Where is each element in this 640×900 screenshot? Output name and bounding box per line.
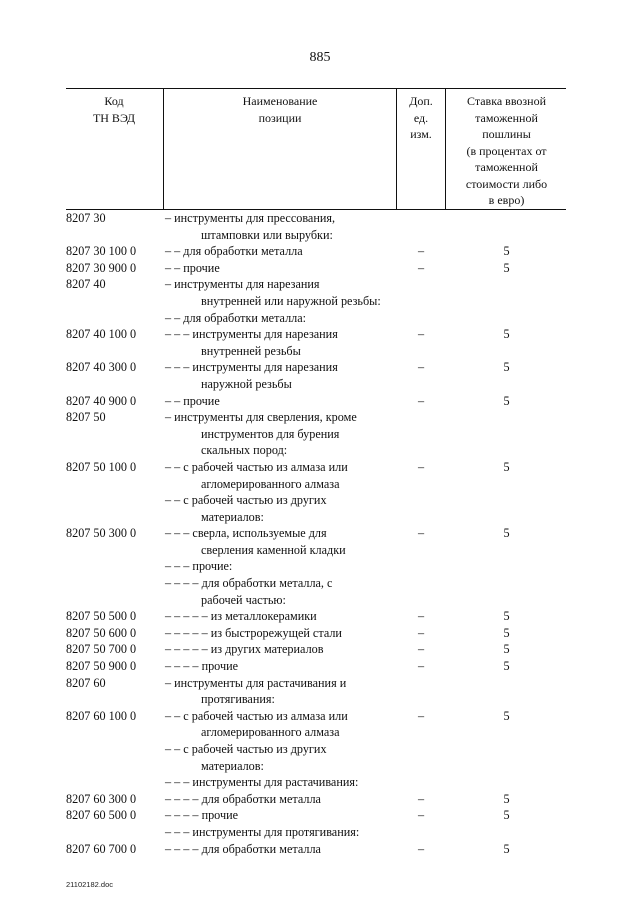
row-name-line: – инструменты для нарезания	[165, 277, 320, 292]
table-row	[66, 608, 566, 625]
document-filename: 21102182.doc	[66, 880, 113, 889]
row-name-line: – инструменты для прессования,	[165, 211, 336, 225]
row-name	[165, 393, 397, 410]
row-code: 8207 60 700 0	[66, 841, 137, 856]
row-code: 8207 50 700 0	[66, 642, 137, 657]
column-divider	[445, 89, 446, 209]
row-name	[165, 741, 397, 774]
row-code: 8207 50 300 0	[66, 526, 137, 541]
page-number: 885	[309, 50, 331, 65]
row-unit: –	[417, 244, 425, 259]
row-rate: 5	[503, 625, 510, 640]
row-name-line: – – – – прочие	[165, 808, 239, 823]
row-unit: –	[417, 360, 425, 375]
header-code: Код ТН ВЭД	[92, 94, 136, 125]
table-row	[66, 276, 566, 309]
row-name-line: – – – – – из металлокерамики	[165, 609, 317, 624]
table-row	[66, 210, 566, 243]
row-name-line: – – с рабочей частью из других	[165, 742, 327, 756]
header-name: Наименование позиции	[242, 94, 318, 125]
table-row	[66, 492, 566, 525]
row-code: 8207 40	[66, 277, 106, 292]
row-unit: –	[417, 459, 425, 474]
table-row	[66, 807, 566, 824]
row-unit: –	[417, 526, 425, 541]
tariff-table	[66, 88, 566, 856]
row-name	[165, 608, 397, 625]
row-name-line: – – для обработки металла:	[165, 310, 307, 325]
row-code: 8207 60 500 0	[66, 808, 137, 823]
row-rate: 5	[503, 526, 510, 541]
row-rate: 5	[503, 841, 510, 856]
table-row	[66, 791, 566, 808]
row-name	[165, 525, 397, 558]
row-name-line: рабочей частью:	[201, 592, 286, 607]
header-unit: Доп. ед. изм.	[409, 94, 433, 141]
row-name-line: – – – инструменты для нарезания	[165, 360, 338, 375]
row-name	[165, 807, 397, 824]
row-code: 8207 50 500 0	[66, 609, 137, 624]
row-name	[165, 641, 397, 658]
table-row	[66, 393, 566, 410]
row-name	[165, 791, 397, 808]
row-name-line: – инструменты для растачивания и	[165, 675, 347, 690]
table-row	[66, 558, 566, 575]
row-name-line: штамповки или вырубки:	[201, 227, 333, 242]
table-row	[66, 841, 566, 858]
row-code: 8207 50 100 0	[66, 459, 137, 474]
row-rate: 5	[503, 260, 510, 275]
table-row	[66, 310, 566, 327]
header-rate: Ставка ввозной таможенной пошлины (в процентах от таможенной стоимости либо в евро)	[465, 94, 548, 207]
row-name-line: – – – – – из других материалов	[165, 642, 324, 657]
row-name-line: агломерированного алмаза	[201, 725, 340, 740]
table-row	[66, 359, 566, 392]
row-name	[165, 774, 397, 791]
row-unit: –	[417, 625, 425, 640]
table-row	[66, 824, 566, 841]
row-name-line: инструментов для бурения	[201, 426, 340, 441]
row-name	[165, 260, 397, 277]
row-rate: 5	[503, 708, 510, 723]
row-rate: 5	[503, 393, 510, 408]
table-row	[66, 641, 566, 658]
row-name	[165, 276, 397, 309]
row-name	[165, 210, 397, 243]
row-name-line: – – – – для обработки металла	[165, 791, 321, 806]
row-name-line: – инструменты для сверления, кроме	[165, 410, 357, 425]
row-name	[165, 658, 397, 675]
row-name-line: – – для обработки металла	[165, 244, 303, 259]
table-row	[66, 658, 566, 675]
row-rate: 5	[503, 659, 510, 674]
table-row	[66, 243, 566, 260]
row-name	[165, 492, 397, 525]
row-name-line: агломерированного алмаза	[201, 476, 340, 491]
row-name-line: сверления каменной кладки	[201, 542, 346, 557]
row-unit: –	[417, 260, 425, 275]
row-unit: –	[417, 642, 425, 657]
column-divider	[396, 89, 397, 209]
row-name	[165, 359, 397, 392]
row-name	[165, 409, 397, 459]
row-name-line: – – – инструменты для растачивания:	[165, 775, 359, 790]
row-name-line: материалов:	[201, 509, 264, 524]
row-unit: –	[417, 808, 425, 823]
row-name-line: – – – – для обработки металла, с	[165, 576, 333, 591]
row-unit: –	[417, 791, 425, 806]
row-unit: –	[417, 708, 425, 723]
row-name-line: – – – инструменты для нарезания	[165, 327, 338, 342]
row-code: 8207 40 900 0	[66, 393, 137, 408]
table-row	[66, 459, 566, 492]
row-name-line: – – с рабочей частью из алмаза или	[165, 708, 348, 723]
row-code: 8207 30 900 0	[66, 260, 137, 275]
table-row	[66, 708, 566, 741]
row-name-line: – – с рабочей частью из алмаза или	[165, 459, 348, 474]
row-name	[165, 675, 397, 708]
row-name-line: – – – прочие:	[165, 559, 233, 574]
row-name	[165, 824, 397, 841]
row-name-line: – – – – – из быстрорежущей стали	[165, 625, 342, 640]
table-row	[66, 525, 566, 558]
row-name	[165, 243, 397, 260]
row-rate: 5	[503, 642, 510, 657]
row-code: 8207 30	[66, 211, 106, 225]
row-name-line: скальных пород:	[201, 443, 288, 458]
row-rate: 5	[503, 360, 510, 375]
row-name-line: – – – сверла, используемые для	[165, 526, 327, 541]
row-name	[165, 625, 397, 642]
row-name	[165, 558, 397, 575]
row-unit: –	[417, 841, 425, 856]
table-body	[66, 210, 566, 857]
table-row	[66, 409, 566, 459]
row-name	[165, 310, 397, 327]
column-divider	[163, 89, 164, 209]
row-rate: 5	[503, 244, 510, 259]
row-name-line: наружной резьбы	[201, 376, 292, 391]
row-rate: 5	[503, 459, 510, 474]
row-name-line: – – – – для обработки металла	[165, 841, 321, 856]
row-code: 8207 60	[66, 675, 106, 690]
row-name-line: внутренней резьбы	[201, 343, 301, 358]
row-name-line: – – с рабочей частью из других	[165, 493, 327, 508]
row-name	[165, 708, 397, 741]
row-name	[165, 575, 397, 608]
row-code: 8207 50	[66, 410, 106, 425]
table-row	[66, 774, 566, 791]
row-code: 8207 50 900 0	[66, 659, 137, 674]
row-rate: 5	[503, 808, 510, 823]
row-unit: –	[417, 659, 425, 674]
row-name-line: протягивания:	[201, 692, 275, 707]
table-row	[66, 741, 566, 774]
row-unit: –	[417, 327, 425, 342]
row-code: 8207 30 100 0	[66, 244, 137, 259]
row-name	[165, 326, 397, 359]
row-unit: –	[417, 609, 425, 624]
table-header	[66, 89, 566, 210]
row-rate: 5	[503, 609, 510, 624]
row-code: 8207 40 100 0	[66, 327, 137, 342]
row-code: 8207 40 300 0	[66, 360, 137, 375]
row-name-line: внутренней или наружной резьбы:	[201, 293, 381, 308]
table-row	[66, 675, 566, 708]
table-row	[66, 260, 566, 277]
table-row	[66, 575, 566, 608]
row-name-line: материалов:	[201, 758, 264, 773]
row-name-line: – – прочие	[165, 393, 220, 408]
row-name-line: – – – инструменты для протягивания:	[165, 824, 360, 839]
row-name	[165, 841, 397, 858]
row-rate: 5	[503, 327, 510, 342]
table-row	[66, 625, 566, 642]
row-name-line: – – – – прочие	[165, 659, 239, 674]
table-row	[66, 326, 566, 359]
row-code: 8207 60 300 0	[66, 791, 137, 806]
row-rate: 5	[503, 791, 510, 806]
row-name	[165, 459, 397, 492]
row-code: 8207 60 100 0	[66, 708, 137, 723]
row-code: 8207 50 600 0	[66, 625, 137, 640]
row-name-line: – – прочие	[165, 260, 220, 275]
row-unit: –	[417, 393, 425, 408]
